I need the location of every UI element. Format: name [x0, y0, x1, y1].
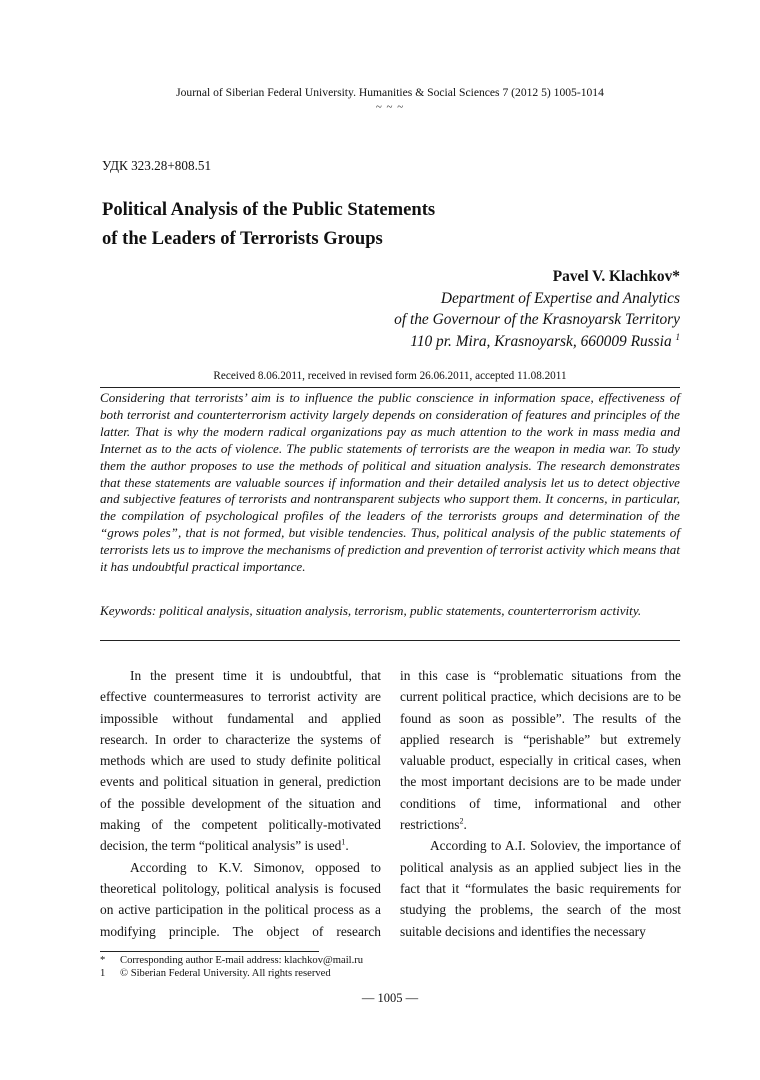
article-title — [102, 195, 435, 253]
footnote-2-mark: 1 — [100, 968, 106, 979]
footnote-1-mark: * — [100, 955, 106, 966]
footnote-2 — [100, 967, 331, 980]
footnote-1-text: Corresponding author E-mail address: klachkov@mail.ru — [120, 955, 364, 966]
body-column-right — [400, 665, 681, 942]
received-dates: Received 8.06.2011, received in revised form 26.06.2011, accepted 11.08.2011 — [213, 370, 567, 382]
paragraph-1 — [100, 665, 381, 857]
footnote-rule — [100, 951, 319, 952]
affiliation-address: 110 pr. Mira, Krasnoyarsk, 660009 Russia — [410, 332, 672, 350]
paragraph-2-text: According to K.V. Simonov, opposed to theoretical politology, political analysis is focused on active participation in the political process as a modifying principle. The object of research — [100, 859, 381, 939]
author-name: Pavel V. Klachkov* — [552, 268, 680, 285]
keywords: Keywords: political analysis, situation analysis, terrorism, public statements, counterterrorism activity. — [100, 603, 642, 618]
paragraph-2-continued — [400, 665, 681, 835]
paragraph-2 — [100, 857, 381, 942]
paragraph-2-continued-text: in this case is “problematic situations from the current political practice, which decisions are to be found as soon as possible”. The results of the applied research is “perishable” but extremely valuable product, especially in critical cases, when the most important decisions are to be made under conditions of time, informational and other restrictions — [400, 668, 681, 833]
header-separator: ~ ~ ~ — [375, 101, 405, 113]
title-line-1: Political Analysis of the Public Statements — [102, 199, 436, 220]
footnote-2-text: © Siberian Federal University. All rights reserved — [120, 968, 331, 979]
paragraph-1-end: . — [345, 838, 349, 854]
footnote-ref-2-continued: 2 — [459, 816, 464, 826]
title-line-2: of the Leaders of Terrorists Groups — [102, 228, 383, 249]
body-column-left — [100, 665, 381, 942]
author-block — [394, 266, 680, 352]
affiliation-line-3 — [394, 331, 680, 353]
udk-code: УДК 323.28+808.51 — [102, 158, 212, 173]
paragraph-2-continued-end: . — [463, 817, 467, 833]
affiliation-footnote-mark: 1 — [675, 331, 680, 342]
abstract-bottom-rule — [100, 640, 680, 641]
page-number: — 1005 — — [361, 991, 419, 1005]
paragraph-3: According to A.I. Soloviev, the importance of political analysis as an applied subject lies in the fact that it “formulates the basic requirements for studying the problems, the search of the most suitable decisions and identifies the necessary — [400, 838, 681, 939]
footnote-1 — [100, 954, 363, 967]
abstract-top-rule — [100, 387, 680, 388]
abstract: Considering that terrorists’ aim is to influence the public conscience in information space, effectiveness of both terrorist and counterterrorism activity largely depends on consideration of features and principles of the latter. That is why the modern radical organizations pay as much attention to the work in mass media and Internet as to the acts of violence. The public statements of terrorists are the weapon in media war. To study them the author proposes to use the methods of political and situation analysis. The research demonstrates that these statements are valuable sources if information and their detailed analysis let us to detect objective and subjective features of terrorists and nontransparent subjects who support them. It concerns, in particular, the compilation of psychological profiles of the leaders of the terrorists groups and determination of the “grows poles”, that is not formed, but visible tendencies. Thus, political analysis of the public statements of terrorists lets us to improve the mechanisms of prediction and prevention of terrorist activity which means that it has undoubtful practical importance. — [100, 390, 680, 575]
affiliation-line-2: of the Governour of the Krasnoyarsk Territory — [394, 311, 680, 328]
journal-header: Journal of Siberian Federal University. Humanities & Social Sciences 7 (2012 5) 1005-1014 — [176, 86, 604, 99]
paragraph-1-text: In the present time it is undoubtful, that effective countermeasures to terrorist activity are impossible without fundamental and applied research. In order to characterize the systems of methods which are used to study definite political events and political situation in general, prediction of the possible development of the situation and making of the competent politically-motivated decision, the term “political analysis” is used — [100, 668, 381, 854]
affiliation-line-1: Department of Expertise and Analytics — [440, 289, 680, 307]
footnote-ref-1: 1 — [341, 837, 346, 847]
